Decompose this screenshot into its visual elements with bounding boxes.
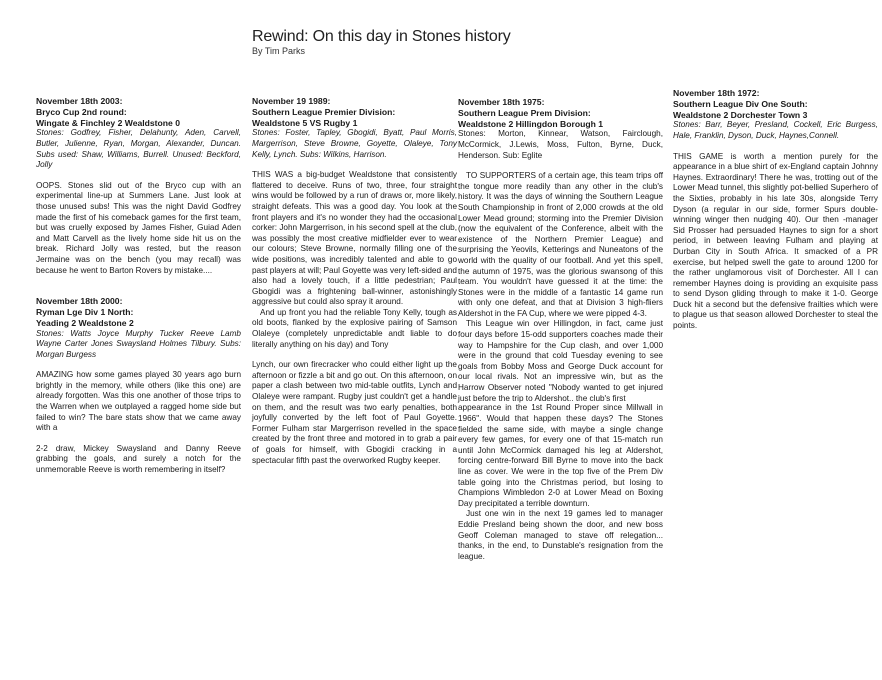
match-report-continued: Lynch, our own firecracker who could either light up the afternoon or fizzle a bit and go out. On this afternoon, on paper a clash between two mid-table outfits, Lynch and Olaleye were rampant. Rugby just couldn't get a handle on them, and the result was two early penalties, both joyfully converted by the left foot of Paul Goyette. Former Fulham star Margerrison revelled in the space created by the front three and motored in to grab a pair of goals for himself, with Gbogidi cracking in a spectacular fifth past the overworked Rugby keeper. bbox=[252, 360, 457, 465]
match-report: OOPS. Stones slid out of the Bryco cup with an experimental line-up at Summers Lane. Just look at those unused subs! This was the night David Godfrey made the first of his comeback games for the first team, but was cruelly exposed by James Fisher, Guiad Aden and Matt Carvell as the lively home side hit us on the break. Richard Jolly was rested, but the reason Jermaine was on the bench (you may recall) was because he went to Barton Rovers by mistake.... bbox=[36, 180, 241, 275]
article-title: Rewind: On this day in Stones history bbox=[252, 28, 511, 45]
column-4 bbox=[673, 88, 878, 332]
match-score: Wealdstone 2 Hillingdon Borough 1 bbox=[458, 118, 603, 129]
match-date: November 18th 1975: bbox=[458, 97, 545, 107]
column-2 bbox=[252, 96, 457, 466]
match-competition: Bryco Cup 2nd round: bbox=[36, 106, 127, 117]
match-date: November 18th 2003: bbox=[36, 96, 123, 106]
match-score: Wealdstone 5 VS Rugby 1 bbox=[252, 117, 358, 128]
match-report: TO SUPPORTERS of a certain age, this team trips off the tongue more readily than any other in the club's history. It was the days of winning the Southern League South Championship in front of 2,000 crowds at the old Lower Mead ground; storming into the Premier Division (now the equivalent of the Conference, albeit with the existence of the Northern Premier League) and surprising the Yeovils, Ketterings and Nuneatons of the world with the quality of our football. And yet this spell, the autumn of 1975, was the glorious swansong of this team. You wouldn't have guessed it at the time: the Stones were in the middle of a fantastic 14 game run with only one defeat, and that at Division 3 high-fliers Aldershot in the FA Cup, where we were pipped 4-3. bbox=[458, 171, 663, 318]
match-2003 bbox=[36, 96, 241, 276]
match-report-continued: appearance in the 1st Round Proper since Millwall in 1966". Would that happen these days? The Stones fielded the same side, with maybe a single change every few games, for every one of that 15-match run until John McCormick damaged his leg at Aldershot, forcing centre-forward Bill Byrne to move into the back line as cover. We were in the top five of the Prem Div table going into the Christmas period, but losing to Champions Wimbledon 2-0 at Lower Mead on Boxing Day precipitated a terrible downturn. bbox=[458, 403, 663, 508]
match-report: AMAZING how some games played 30 years ago burn brightly in the memory, while others (like this one) are already forgotten. Was this one another of those trips to the Warren when we outplayed a ragged home side but failed to win? The bare stats show that we came away with a bbox=[36, 370, 241, 433]
match-competition: Ryman Lge Div 1 North: bbox=[36, 306, 134, 317]
match-score: Wingate & Finchley 2 Wealdstone 0 bbox=[36, 117, 180, 128]
team-lineup: Stones: Foster, Tapley, Gbogidi, Byatt, Paul Morris, Margerrison, Steve Browne, Goyette, Olaleye, Tony Kelly, Lynch. Subs: Wilkins, Harrison. bbox=[252, 128, 457, 159]
column-3 bbox=[458, 97, 663, 562]
match-report-paragraph: This League win over Hillingdon, in fact, came just four days before 15-odd supporters coaches made their way to Hampshire for the Cup clash, and over 1,000 were in the ground that cold Tuesday evening to see goals from Bobby Moss and George Duck account for our local rivals. Not an impressive win, but as the Harrow Observer noted "Nobody wanted to get injured just before the trip to Aldershot.. the club's first bbox=[458, 319, 663, 403]
match-2000 bbox=[36, 296, 241, 476]
article-byline: By Tim Parks bbox=[252, 46, 306, 56]
team-lineup: Stones: Barr, Beyer, Presland, Cockell, Eric Burgess, Hale, Franklin, Dyson, Duck, Haynes,Connell. bbox=[673, 120, 878, 140]
match-report: THIS GAME is worth a mention purely for the appearance in a blue shirt of ex-England captain Johnny Haynes. Extraordinary! There he was, trotting out of the Lower Mead tunnel, this slightly pot-bellied Superhero of the Sixties, probably in his late 30s, alongside Terry Dyson (a regular in our side, former Spurs double-winning winger then nudging 40). Our then -manager Sid Prosser had persuaded Haynes to sign for a short period, in between leaving Fulham and playing at Durban City in South Africa. It smacked of a PR exercise, but helped swell the gate to around 1200 for the rather unglamorous visit of Dorchester. All I can remember Haynes doing is providing an exquisite pass to send Dyson gliding through to make it 1-0. George Duck hit a second but the defensive frailties which were to plague us that season allowed Dorchester to steal the points. bbox=[673, 151, 878, 331]
column-1 bbox=[36, 96, 241, 476]
match-score: Wealdstone 2 Dorchester Town 3 bbox=[673, 109, 808, 120]
match-competition: Southern League Prem Division: bbox=[458, 107, 591, 118]
match-report-paragraph: Just one win in the next 19 games led to manager Eddie Presland being shown the door, and new boss Geoff Coleman managed to stave off relegation... thanks, in the end, to Dunstable's resignation from the league. bbox=[458, 509, 663, 561]
team-lineup: Stones: Godfrey, Fisher, Delahunty, Aden, Carvell, Butler, Julienne, Ryan, Morgan, Alexander, Duncan. Subs used: Shaw, Williams, Burrell. Unused: Beckford, Jolly bbox=[36, 128, 241, 170]
match-report-paragraph: And up front you had the reliable Tony Kelly, tough as old boots, flanked by the explosive pairing of Samson Olaleye (completely unpredictable andt liable to do literally anything on his day) and Tony bbox=[252, 307, 457, 349]
match-date: November 19 1989: bbox=[252, 96, 331, 106]
match-date: November 18th 1972: bbox=[673, 88, 760, 98]
match-score: Yeading 2 Wealdstone 2 bbox=[36, 317, 134, 328]
match-competition: Southern League Div One South: bbox=[673, 98, 808, 109]
team-lineup: Stones: Watts Joyce Murphy Tucker Reeve Lamb Wayne Carter Jones Swaysland Holmes Tilbury. Subs: Morgan Burgess bbox=[36, 328, 241, 359]
match-date: November 18th 2000: bbox=[36, 296, 123, 307]
match-competition: Southern League Premier Division: bbox=[252, 106, 396, 117]
match-report-continued: 2-2 draw, Mickey Swaysland and Danny Reeve grabbing the goals, and surely a notch for the unmemorable Reeve is worth remembering in itself? bbox=[36, 443, 241, 475]
match-report: THIS WAS a big-budget Wealdstone that consistently flattered to deceive. Runs of two, three, four straight wins would be followed by a run of draws or, more likely, straight defeats. This was a good day. You look at the front players and it's no wonder they had the occasional corker: John Margerrison, in his second spell at the club, was possibly the most creative midfielder ever to wear our colours; Steve Browne, normally filling one of the wide positions, was incredibly talented and able to go past players at will; Paul Goyette was very left-sided and also had a lovely touch, if a little pedestrian; Paul Gbogidi was a frightening ball-winner, astonishingly aggressive but could also spray it around. bbox=[252, 170, 457, 307]
team-lineup: Stones: Morton, Kinnear, Watson, Fairclough, McCormick, J.Lewis, Moss, Fulton, Byrne, Duck, Henderson. Sub: Eglite bbox=[458, 129, 663, 160]
